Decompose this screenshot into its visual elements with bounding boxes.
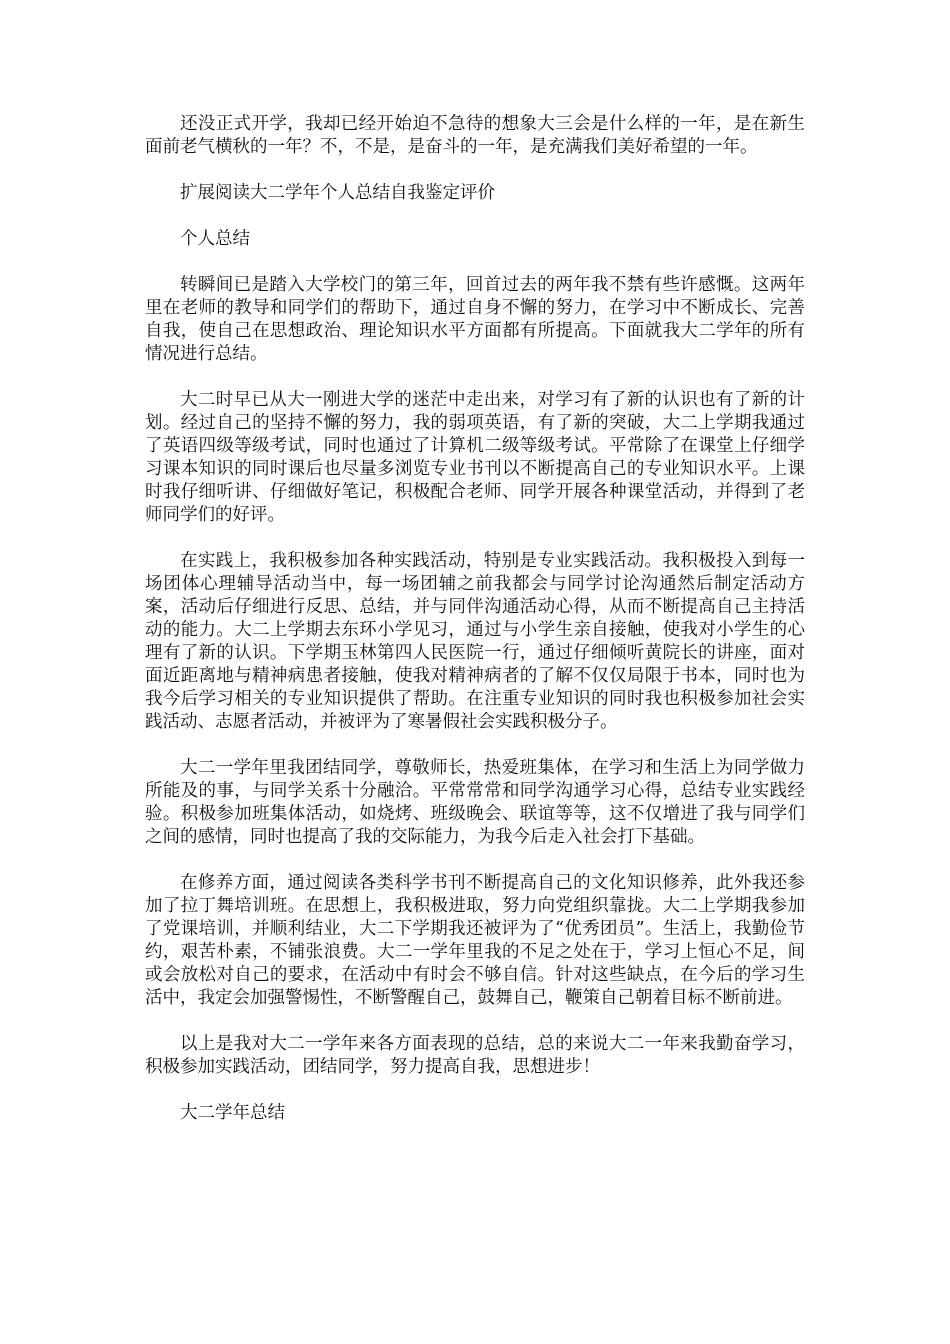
paragraph-conclusion: 以上是我对大二一学年来各方面表现的总结，总的来说大二一年来我勤奋学习，积极参加实践活动，团结同学，努力提高自我，思想进步！ [145, 1034, 805, 1077]
paragraph-relationships: 大二一学年里我团结同学，尊敬师长，热爱班集体，在学习和生活上为同学做力所能及的事，与同学关系十分融洽。平常常常和同学沟通学习心得，总结专业实践经验。积极参加班集体活动，如烧烤、班级晚会、联谊等等，这不仅增进了我与同学们之间的感情，同时也提高了我的交际能力，为我今后走入社会打下基础。 [145, 758, 805, 847]
personal-summary-heading: 个人总结 [180, 229, 250, 249]
paragraph-overview: 转瞬间已是踏入大学校门的第三年，回首过去的两年我不禁有些许感慨。这两年里在老师的教导和同学们的帮助下，通过自身不懈的努力，在学习中不断成长、完善自我，使自己在思想政治、理论知识水平方面都有所提高。下面就我大二学年的所有情况进行总结。 [145, 275, 805, 364]
document-page [145, 113, 805, 1148]
paragraph-practice: 在实践上，我积极参加各种实践活动，特别是专业实践活动。我积极投入到每一场团体心理辅导活动当中，每一场团辅之前我都会与同学讨论沟通然后制定活动方案，活动后仔细进行反思、总结，并与同伴沟通活动心得，从而不断提高自己主持活动的能力。大二上学期去东环小学见习，通过与小学生亲自接触，使我对小学生的心理有了新的认识。下学期玉林第四人民医院一行，通过仔细倾听黄院长的讲座，面对面近距离地与精神病患者接触，使我对精神病者的了解不仅仅局限于书本，同时也为我今后学习相关的专业知识提供了帮助。在注重专业知识的同时我也积极参加社会实践活动、志愿者活动，并被评为了寒暑假社会实践积极分子。 [145, 551, 805, 732]
paragraph-study: 大二时早已从大一刚进大学的迷茫中走出来，对学习有了新的认识也有了新的计划。经过自己的坚持不懈的努力，我的弱项英语，有了新的突破，大二上学期我通过了英语四级等级考试，同时也通过了计算机二级等级考试。平常除了在课堂上仔细学习课本知识的同时课后也尽量多浏览专业书刊以不断提高自己的专业知识水平。上课时我仔细听讲、仔细做好笔记，积极配合老师、同学开展各种课堂活动，并得到了老师同学们的好评。 [145, 390, 805, 525]
extended-reading-heading: 扩展阅读大二学年个人总结自我鉴定评价 [180, 183, 495, 203]
paragraph-self-cultivation: 在修养方面，通过阅读各类科学书刊不断提高自己的文化知识修养，此外我还参加了拉丁舞培训班。在思想上，我积极进取，努力向党组织靠拢。大二上学期我参加了党课培训，并顺利结业，大二下学期我还被评为了“优秀团员”。生活上，我勤俭节约，艰苦朴素，不铺张浪费。大二一学年里我的不足之处在于，学习上恒心不足，间或会放松对自己的要求，在活动中有时会不够自信。针对这些缺点，在今后的学习生活中，我定会加强警惕性，不断警醒自己，鼓舞自己，鞭策自己朝着目标不断前进。 [145, 873, 805, 1008]
year-summary-heading: 大二学年总结 [180, 1103, 285, 1123]
paragraph-intro: 还没正式开学，我却已经开始迫不急待的想象大三会是什么样的一年，是在新生面前老气横秋的一年？不，不是，是奋斗的一年，是充满我们美好希望的一年。 [145, 114, 805, 157]
